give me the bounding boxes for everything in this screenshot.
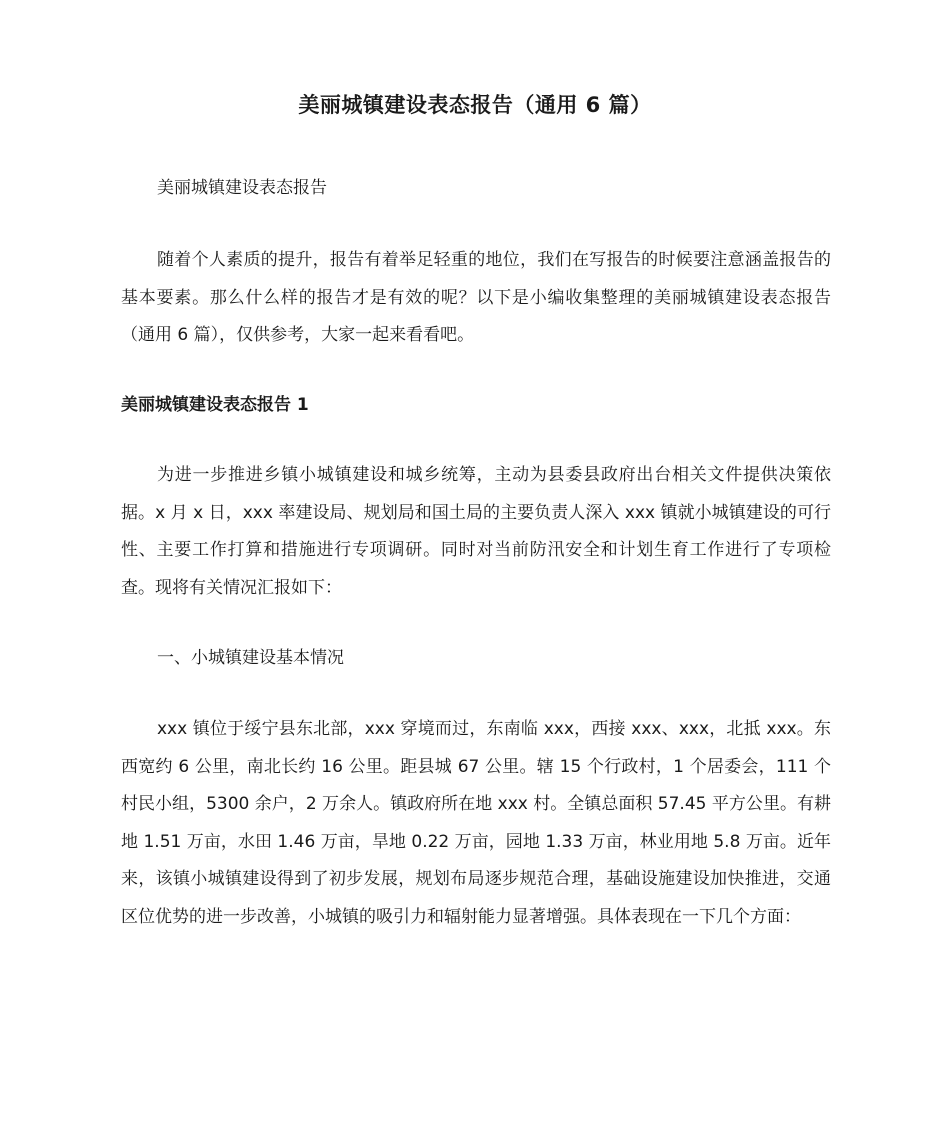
subsection-heading: 一、小城镇建设基本情况 bbox=[157, 648, 344, 668]
section-paragraph: 为进一步推进乡镇小城镇建设和城乡统筹，主动为县委县政府出台相关文件提供决策依据。x 月 x 日，xxx 率建设局、规划局和国土局的主要负责人深入 xxx 镇就小城镇建设的可行性、主要工作打算和措施进行专项调研。同时对当前防汛安全和计划生育工作进行了专项检查。现将有关情况汇报如下： bbox=[121, 465, 831, 598]
section-paragraph: xxx 镇位于绥宁县东北部，xxx 穿境而过，东南临 xxx，西接 xxx、xxx，北抵 xxx。东西宽约 6 公里，南北长约 16 公里。距县城 67 公里。辖 15 个行政村，1 个居委会，111 个村民小组，5300 余户，2 万余人。镇政府所在地 xxx 村。全镇总面积 57.45 平方公里。有耕地 1.51 万亩，水田 1.46 万亩，旱地 0.22 万亩，园地 1.33 万亩，林业用地 5.8 万亩。近年来，该镇小城镇建设得到了初步发展，规划布局逐步规范合理，基础设施建设加快推进，交通区位优势的进一步改善，小城镇的吸引力和辐射能力显著增强。具体表现在一下几个方面： bbox=[121, 719, 831, 927]
intro-paragraph: 随着个人素质的提升，报告有着举足轻重的地位，我们在写报告的时候要注意涵盖报告的基本要素。那么什么样的报告才是有效的呢？以下是小编收集整理的美丽城镇建设表态报告（通用 6 篇），仅供参考，大家一起来看看吧。 bbox=[121, 250, 831, 345]
document-title: 美丽城镇建设表态报告（通用 6 篇） bbox=[298, 93, 652, 117]
document-subtitle: 美丽城镇建设表态报告 bbox=[157, 178, 327, 198]
section-heading: 美丽城镇建设表态报告 1 bbox=[121, 395, 309, 415]
